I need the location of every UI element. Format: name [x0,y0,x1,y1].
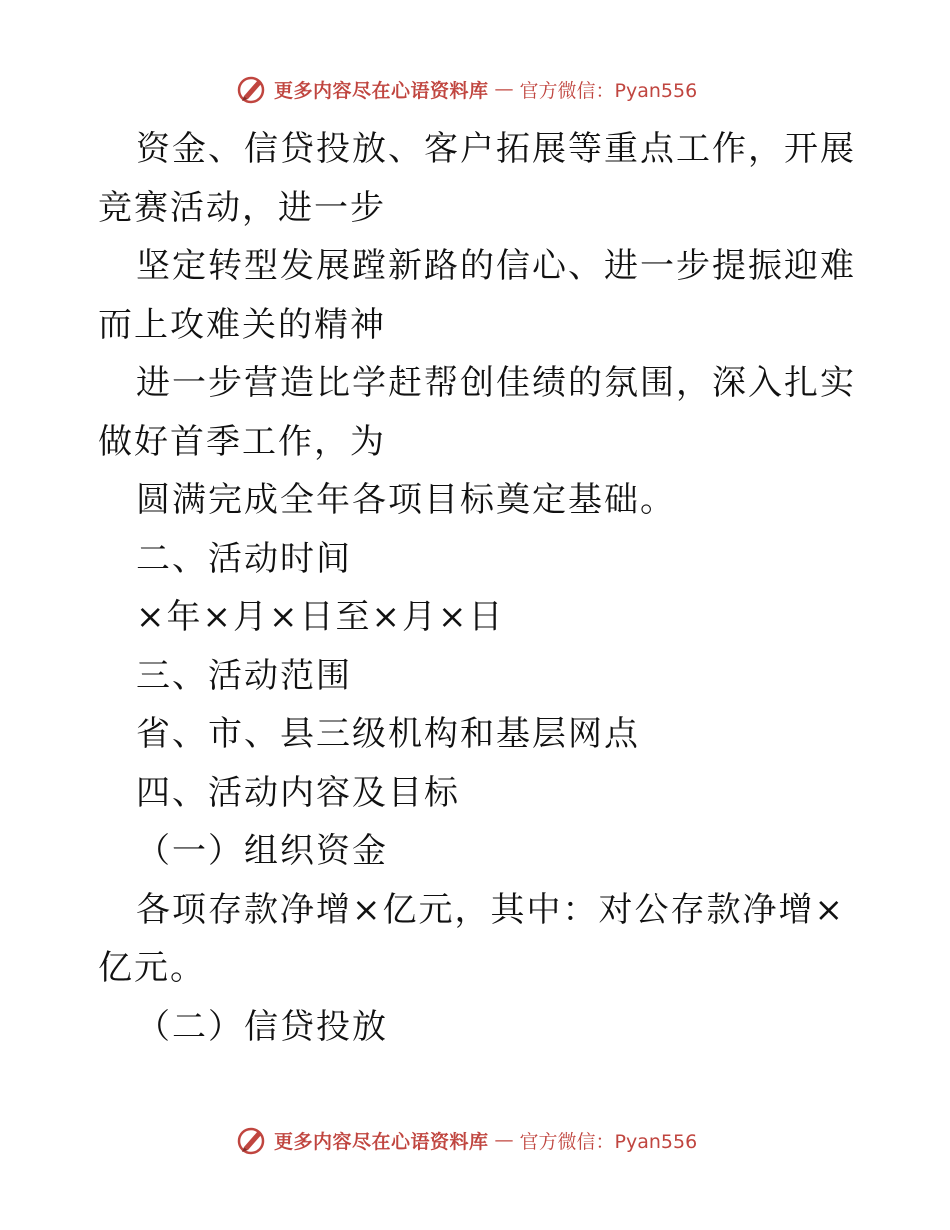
section-heading: 二、活动时间 [136,538,352,579]
section-heading: 四、活动内容及目标 [136,772,460,813]
banner-separator: — [494,78,514,100]
banner-separator: — [494,1129,514,1151]
banner-slogan: 更多内容尽在心语资料库 [274,1130,489,1153]
banner-slogan: 更多内容尽在心语资料库 [274,79,489,102]
sub-heading: （二）信贷投放 [136,1006,388,1047]
banner-contact: 官方微信：Pyan556 [519,79,698,102]
paragraph: ×年×月×日至×月×日 [136,597,505,637]
paragraph: 省、市、县三级机构和基层网点 [136,714,640,754]
paragraph: 圆满完成全年各项目标奠定基础。 [136,480,676,520]
pen-logo-icon [236,74,268,104]
pen-logo-icon [236,1125,268,1155]
banner-contact: 官方微信：Pyan556 [519,1130,698,1153]
header-banner [236,74,716,104]
paragraph: 各项存款净增×亿元，其中：对公存款净增×亿元。 [98,889,845,988]
paragraph: 资金、信贷投放、客户拓展等重点工作，开展竞赛活动，进一步 [98,129,856,228]
paragraph: 坚定转型发展蹚新路的信心、进一步提振迎难而上攻难关的精神 [98,246,856,345]
paragraph: 进一步营造比学赶帮创佳绩的氛围，深入扎实做好首季工作，为 [98,363,856,462]
section-heading: 三、活动范围 [136,655,352,696]
footer-banner [236,1125,716,1155]
sub-heading: （一）组织资金 [136,831,388,871]
body-text [98,120,858,1056]
